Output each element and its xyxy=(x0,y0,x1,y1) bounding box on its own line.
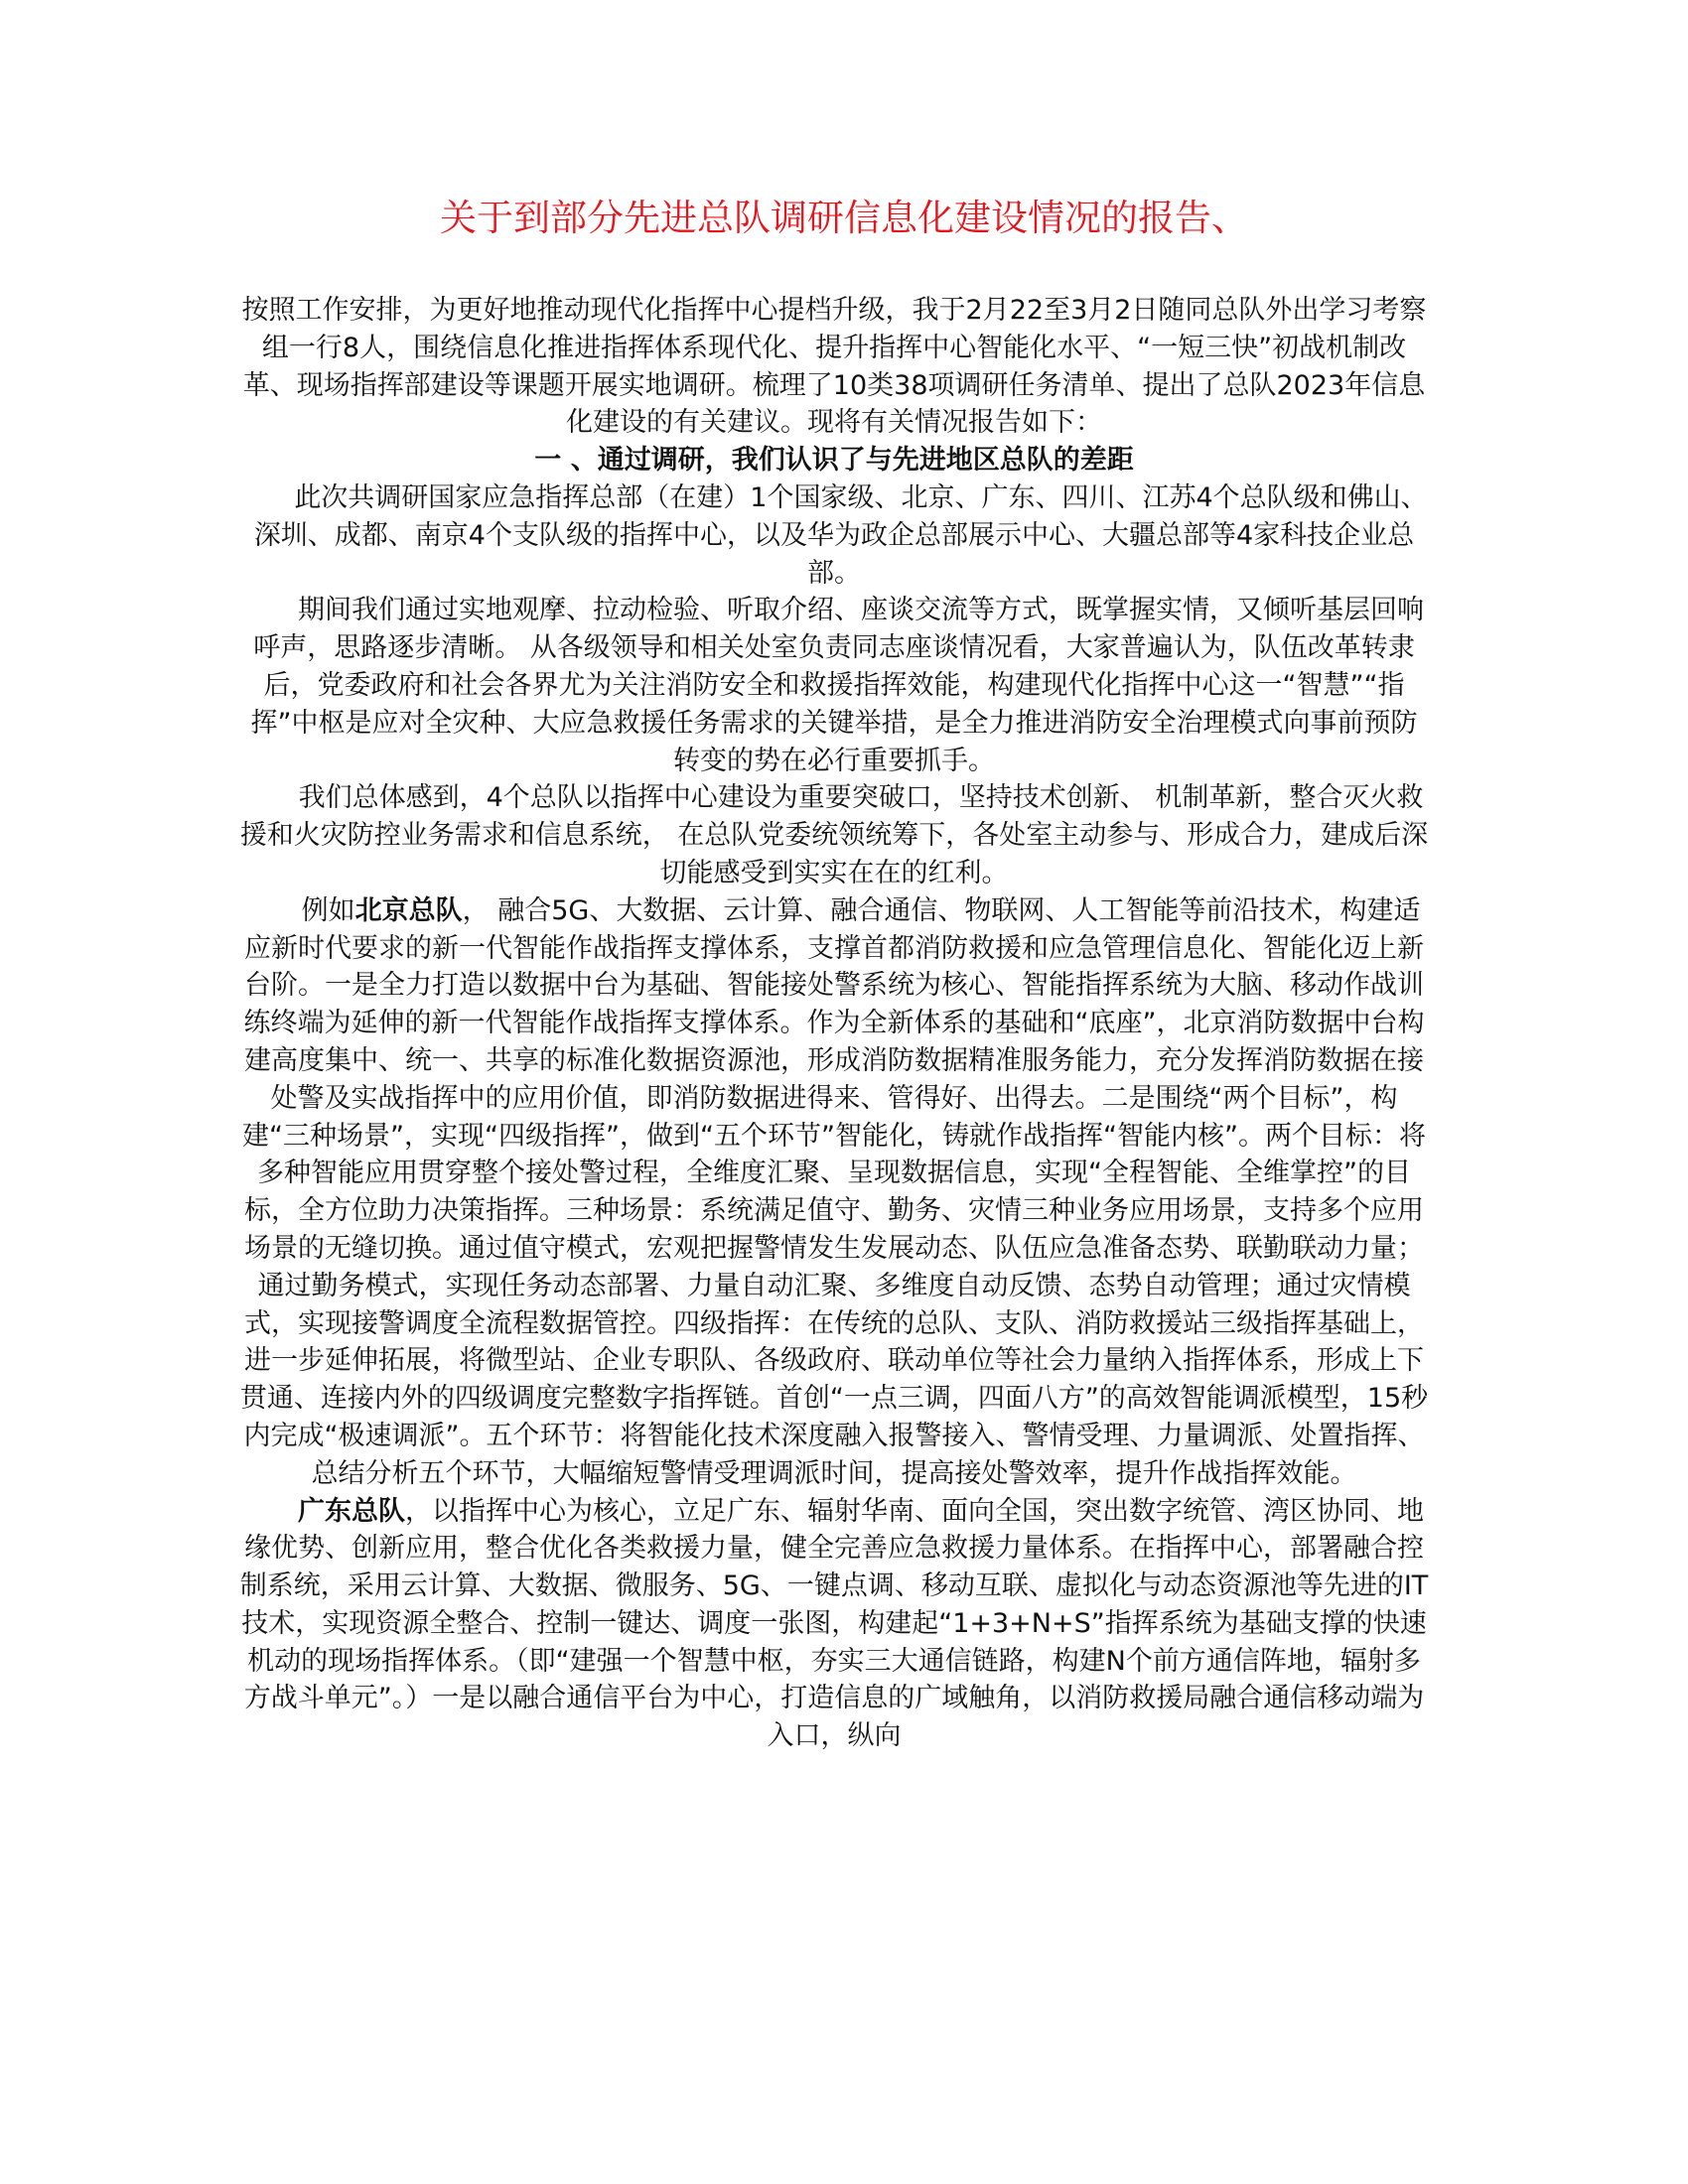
scope-paragraph: 此次共调研国家应急指挥总部（在建）1个国家级、北京、广东、四川、江苏4个总队级和佛山、深圳、成都、南京4个支队级的指挥中心，以及华为政企总部展示中心、大疆总部等4家科技企业总部。 xyxy=(253,481,1428,589)
guangdong-name: 广东总队 xyxy=(298,1495,405,1527)
beijing-name: 北京总队 xyxy=(354,894,463,926)
document-title: 关于到部分先进总队调研信息化建设情况的报告、 xyxy=(440,197,1248,239)
summary-paragraph: 我们总体感到，4个总队以指挥中心建设为重要突破口，坚持技术创新、 机制革新，整合灭火救援和火灾防控业务需求和信息系统， 在总队党委统领统筹下，各处室主动参与、形成合力，建成后深切能感受到实实在在的红利。 xyxy=(239,782,1429,888)
beijing-paragraph xyxy=(238,892,1430,1493)
beijing-text: ， 融合5G、大数据、云计算、融合通信、物联网、人工智能等前沿技术，构建适应新时代要求的新一代智能作战指挥支撑体系，支撑首都消防救援和应急管理信息化、智能化迈上新台阶。一是全力打造以数据中台为基础、智能接处警系统为核心、智能指挥系统为大脑、移动作战训练终端为延伸的新一代智能作战指挥支撑体系。作为全新体系的基础和“底座”，北京消防数据中台构建高度集中、统一、共享的标准化数据资源池，形成消防数据精准服务能力，充分发挥消防数据在接处警及实战指挥中的应用价值，即消防数据进得来、管得好、出得去。二是围绕“两个目标”，构建“三种场景”，实现“四级指挥”，做到“五个环节”智能化，铸就作战指挥“智能内核”。两个目标：将多种智能应用贯穿整个接处警过程，全维度汇聚、呈现数据信息，实现“全程智能、全维掌控”的目标，全方位助力决策指挥。三种场景：系统满足值守、勤务、灾情三种业务应用场景，支持多个应用场景的无缝切换。通过值守模式，宏观把握警情发生发展动态、队伍应急准备态势、联勤联动力量；通过勤务模式，实现任务动态部署、力量自动汇聚、多维度自动反馈、态势自动管理；通过灾情模式，实现接警调度全流程数据管控。四级指挥：在传统的总队、支队、消防救援站三级指挥基础上，进一步延伸拓展，将微型站、企业专职队、各级政府、联动单位等社会力量纳入指挥体系，形成上下贯通、连接内外的四级调度完整数字指挥链。首创“一点三调，四面八方”的高效智能调派模型，15秒内完成“极速调派”。五个环节：将智能化技术深度融入报警接入、警情受理、力量调派、处置指挥、总结分析五个环节，大幅缩短警情受理调派时间，提高接处警效率，提升作战指挥效能。 xyxy=(239,894,1429,1489)
guangdong-text: ，以指挥中心为核心，立足广东、辐射华南、面向全国，突出数字统管、湾区协同、地缘优势、创新应用，整合优化各类救援力量，健全完善应急救援力量体系。在指挥中心，部署融合控制系统，采用云计算、大数据、微服务、5G、一键点调、移动互联、虚拟化与动态资源池等先进的IT技术，实现资源全整合、控制一键达、调度一张图，构建起“1+3+N+S”指挥系统为基础支撑的快速机动的现场指挥体系。（即“建强一个智慧中枢，夯实三大通信链路，构建N个前方通信阵地，辐射多方战斗单元”。）一是以融合通信平台为中心，打造信息的广域触角，以消防救援局融合通信移动端为入口，纵向 xyxy=(239,1495,1429,1752)
intro-paragraph: 按照工作安排，为更好地推动现代化指挥中心提档升级，我于2月22至3月2日随同总队外出学习考察组一行8人，围绕信息化推进指挥体系现代化、提升指挥中心智能化水平、“一短三快”初战机制改革、现场指挥部建设等课题开展实地调研。梳理了10类38项调研任务清单、提出了总队2023年信息化建设的有关建议。现将有关情况报告如下： xyxy=(241,295,1427,439)
beijing-prefix: 例如 xyxy=(301,894,355,926)
methods-paragraph: 期间我们通过实地观摩、拉动检验、听取介绍、座谈交流等方式，既掌握实情，又倾听基层回响呼声，思路逐步清晰。 从各级领导和相关处室负责同志座谈情况看，大家普遍认为，队伍改革转隶后，党委政府和社会各界尤为关注消防安全和救援指挥效能，构建现代化指挥中心这一“智慧”“指挥”中枢是应对全灾种、大应急救援任务需求的关键举措，是全力推进消防安全治理模式向事前预防转变的势在必行重要抓手。 xyxy=(250,595,1424,776)
section-heading-1: 一 、通过调研，我们认识了与先进地区总队的差距 xyxy=(534,445,1134,477)
guangdong-paragraph xyxy=(238,1493,1430,1756)
document-body xyxy=(238,292,1430,1755)
